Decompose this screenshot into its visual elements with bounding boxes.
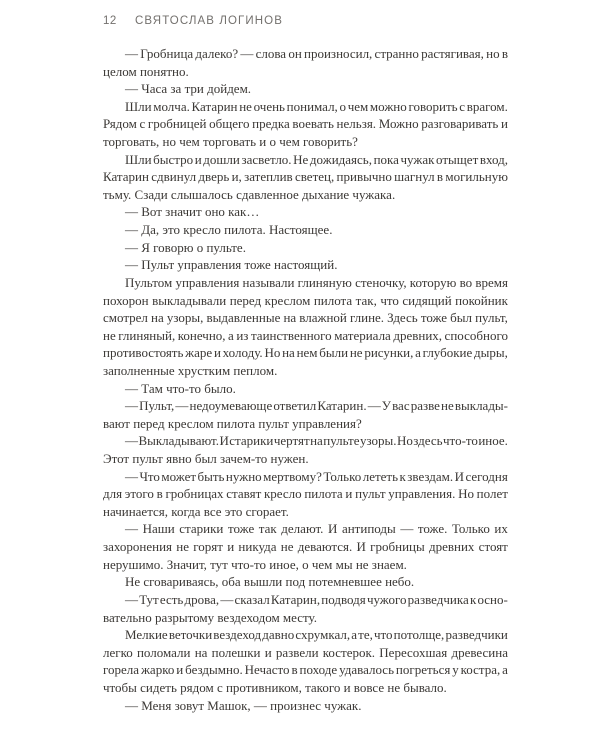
text-line: вают перед креслом пилота пульт управления? xyxy=(103,415,362,431)
text-line: Пультом управления называли глиняную стеночку, которую во время xyxy=(125,274,508,290)
paragraph xyxy=(103,520,508,573)
paragraph xyxy=(103,432,508,467)
paragraph xyxy=(103,221,508,239)
text-line: целом понятно. xyxy=(103,63,189,79)
paragraph xyxy=(103,468,508,521)
text-line: горела жарко и бездымно. Нечасто в походе удавалось погреться у костра, а xyxy=(103,662,508,678)
text-line: — Часа за три дойдем. xyxy=(125,81,252,97)
text-line: смотрел на узоры, выдавленные на влажной глине. Здесь тоже был пульт, xyxy=(103,310,508,326)
text-line: — Пульт управления тоже настоящий. xyxy=(125,257,338,273)
paragraph xyxy=(103,45,508,80)
paragraph xyxy=(103,626,508,696)
text-line: — Выкладывают. И старики чертят на пульте узоры. Но здесь что-то иное. xyxy=(125,433,508,449)
page-header xyxy=(103,15,283,27)
text-line: начинается, когда все это сгорает. xyxy=(103,503,289,519)
text-line: Катарин сдвинул дверь и, затеплив светец, привычно шагнул в могильную xyxy=(103,169,508,185)
text-line: заполненные хрустким пеплом. xyxy=(103,362,278,378)
paragraph xyxy=(103,380,508,398)
text-line: — Меня зовут Машок, — произнес чужак. xyxy=(125,697,362,713)
text-line: Не сговариваясь, оба вышли под потемневшее небо. xyxy=(125,574,415,590)
paragraph xyxy=(103,80,508,98)
text-line: не глиняный, конечно, а из таинственного материала древних, способного xyxy=(103,327,508,343)
text-line: — Там что-то было. xyxy=(125,380,236,396)
paragraph xyxy=(103,256,508,274)
text-line: Рядом с гробницей общего предка воевать нельзя. Можно разговаривать и xyxy=(103,116,508,132)
text-line: — Гробница далеко? — слова он произносил, странно растягивая, но в xyxy=(125,46,508,61)
text-line: легко поломали на полешки и развели костерок. Пересохшая древесина xyxy=(103,644,508,660)
text-line: — Пульт, — недоумевающе ответил Катарин. — У вас разве не выклады- xyxy=(125,398,508,414)
paragraph xyxy=(103,397,508,432)
text-line: — Наши старики тоже так делают. И антиподы — тоже. Только их xyxy=(125,521,508,537)
text-line: противостоять жаре и холоду. Но на нем были не рисунки, а глубокие дыры, xyxy=(103,345,508,361)
text-line: — Я говорю о пульте. xyxy=(125,239,246,255)
paragraph xyxy=(103,98,508,151)
text-line: — Тут есть дрова, — сказал Катарин, подводя чужого разведчика к осно- xyxy=(125,591,508,607)
paragraph xyxy=(103,591,508,626)
paragraph xyxy=(103,274,508,380)
paragraph xyxy=(103,151,508,204)
text-line: тьму. Сзади слышалось сдавленное дыхание чужака. xyxy=(103,186,396,202)
text-line: Шли молча. Катарин не очень понимал, о чем можно говорить с врагом. xyxy=(125,98,508,114)
paragraph xyxy=(103,239,508,257)
text-line: Мелкие веточки вездеход давно схрумкал, а те, что потолще, разведчики xyxy=(125,627,508,643)
text-body xyxy=(103,45,508,714)
text-line: торговать, но чем торговать и о чем говорить? xyxy=(103,134,358,150)
text-line: похорон выкладывали перед креслом пилота так, что сидящий покойник xyxy=(103,292,508,308)
page-number: 12 xyxy=(103,15,117,27)
running-title: СВЯТОСЛАВ ЛОГИНОВ xyxy=(135,15,283,27)
text-line: Шли быстро и дошли засветло. Не дожидаясь, пока чужак отыщет вход, xyxy=(125,151,508,167)
text-line: чтобы сидеть рядом с противником, такого и вовсе не бывало. xyxy=(103,679,447,695)
text-line: — Да, это кресло пилота. Настоящее. xyxy=(125,222,333,238)
text-line: нерушимо. Значит, тут что-то иное, о чем мы не знаем. xyxy=(103,556,407,572)
paragraph xyxy=(103,573,508,591)
paragraph xyxy=(103,203,508,221)
text-line: — Вот значит оно как… xyxy=(125,204,260,220)
text-line: вательно разрытому вездеходом месту. xyxy=(103,609,317,625)
text-line: захоронения не горят и никуда не деваются. И гробницы древних стоят xyxy=(103,539,508,555)
paragraph xyxy=(103,697,508,715)
text-line: Этот пульт явно был зачем-то нужен. xyxy=(103,451,309,467)
text-line: для этого в гробницах ставят кресло пилота и пульт управления. Но полет xyxy=(103,486,508,502)
text-line: — Что может быть нужно мертвому? Только лететь к звездам. И сегодня xyxy=(125,468,508,484)
